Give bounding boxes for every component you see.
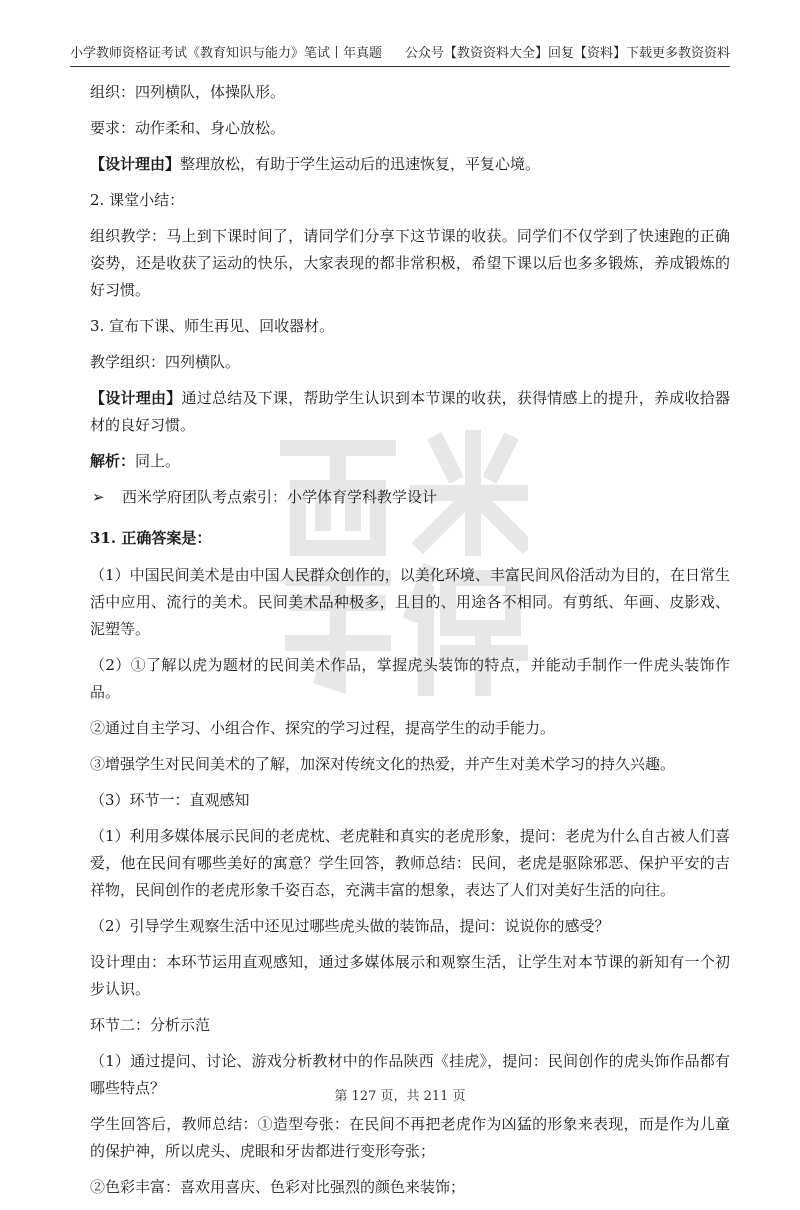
design-reason-tag: 【设计理由】 — [90, 155, 181, 173]
header-divider — [70, 66, 730, 67]
page-content — [90, 79, 730, 1210]
design-reason-tag: 【设计理由】 — [90, 389, 182, 407]
analysis-text: 同上。 — [135, 452, 181, 470]
paragraph: ②通过自主学习、小组合作、探究的学习过程，提高学生的动手能力。 — [90, 719, 556, 737]
paragraph: （2）①了解以虎为题材的民间美术作品，掌握虎头装饰的特点，并能动手制作一件虎头装饰作品。 — [90, 656, 730, 701]
paragraph: 要求：动作柔和、身心放松。 — [90, 119, 286, 137]
paragraph: 组织教学：马上到下课时间了，请同学们分享下这节课的收获。同学们不仅学到了快速跑的正确姿势，还是收获了运动的快乐，大家表现的都非常积极，希望下课以后也多多锻炼，养成锻炼的好习惯。 — [90, 227, 730, 299]
analysis-line — [90, 448, 730, 475]
arrow-bullet-icon: ➢ — [92, 488, 105, 506]
section-heading: （3）环节一：直观感知 — [90, 791, 250, 809]
index-text: 西米学府团队考点索引：小学体育学科教学设计 — [122, 488, 438, 506]
section-heading: 环节二：分析示范 — [90, 1016, 211, 1034]
paragraph: （1）中国民间美术是由中国人民群众创作的，以美化环境、丰富民间风俗活动为目的，在日常生活中应用、流行的美术。民间美术品种极多，且目的、用途各不相同。有剪纸、年画、皮影戏、泥塑等。 — [90, 566, 730, 638]
paragraph: 组织：四列横队，体操队形。 — [90, 83, 286, 101]
paragraph: 学生回答后，教师总结：①造型夸张：在民间不再把老虎作为凶猛的形象来表现，而是作为儿童的保护神，所以虎头、虎眼和牙齿都进行变形夸张； — [90, 1115, 730, 1160]
paragraph — [90, 385, 730, 439]
paragraph: ③增强学生对民间美术的了解，加深对传统文化的热爱，并产生对美术学习的持久兴趣。 — [90, 755, 676, 773]
index-bullet — [90, 484, 730, 511]
page-number: 第 127 页，共 211 页 — [334, 1089, 466, 1104]
paragraph: ②色彩丰富：喜欢用喜庆、色彩对比强烈的颜色来装饰； — [90, 1178, 466, 1196]
paragraph: 设计理由：本环节运用直观感知，通过多媒体展示和观察生活，让学生对本节课的新知有一个初步认识。 — [90, 953, 730, 998]
paragraph: （1）通过提问、讨论、游戏分析教材中的作品陕西《挂虎》，提问：民间创作的虎头饰作品都有哪些特点？ — [90, 1052, 730, 1097]
header-title: 小学教师资格证考试《教育知识与能力》笔试丨年真题 — [70, 46, 383, 61]
section-heading: 2. 课堂小结： — [90, 191, 185, 209]
page-header — [70, 44, 730, 64]
paragraph: （2）引导学生观察生活中还见过哪些虎头做的装饰品，提问：说说你的感受？ — [90, 917, 610, 935]
header-promo: 公众号【教资资料大全】回复【资料】下载更多教资资料 — [404, 46, 730, 61]
paragraph-text: 整理放松，有助于学生运动后的迅速恢复，平复心境。 — [180, 155, 541, 173]
paragraph: 教学组织：四列横队。 — [90, 353, 241, 371]
analysis-label: 解析： — [90, 452, 136, 470]
question-answer-heading: 31. 正确答案是： — [90, 529, 212, 547]
section-heading: 3. 宣布下课、师生再见、回收器材。 — [90, 317, 335, 335]
paragraph: （1）利用多媒体展示民间的老虎枕、老虎鞋和真实的老虎形象，提问：老虎为什么自古被人们喜爱，他在民间有哪些美好的寓意？学生回答，教师总结：民间，老虎是驱除邪恶、保护平安的吉祥物，民间创作的老虎形象千姿百态，充满丰富的想象，表达了人们对美好生活的向往。 — [90, 827, 730, 899]
paragraph-text: 通过总结及下课，帮助学生认识到本节课的收获，获得情感上的提升，养成收拾器材的良好习惯。 — [90, 389, 730, 434]
paragraph — [90, 151, 730, 178]
